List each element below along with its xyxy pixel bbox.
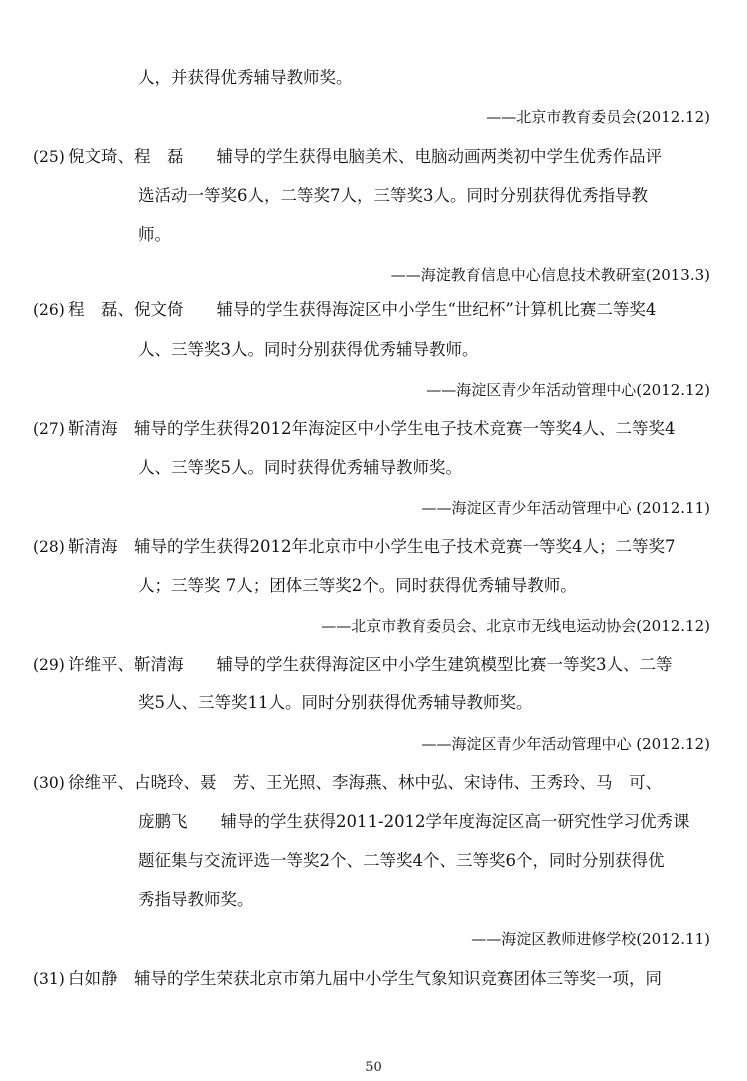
text-line: 人；三等奖 7人；团体三等奖2个。同时获得优秀辅导教师。 (138, 576, 577, 595)
source-line: ——海淀区青少年活动管理中心(2012.12) (426, 381, 710, 399)
text-line: 秀指导教师奖。 (138, 890, 254, 909)
text-line: 师。 (138, 225, 171, 244)
text-line: 人，并获得优秀辅导教师奖。 (138, 68, 353, 87)
text-line: 程 磊、倪文倚 辅导的学生获得海淀区中小学生“世纪杯”计算机比赛二等奖4 (68, 300, 657, 319)
source-line: ——海淀区教师进修学校(2012.11) (471, 930, 710, 948)
text-line: 选活动一等奖6人，二等奖7人，三等奖3人。同时分别获得优秀指导教 (138, 186, 648, 205)
item-number: (28) (33, 538, 65, 556)
item-number: (30) (33, 774, 65, 792)
text-line: 人、三等奖5人。同时获得优秀辅导教师奖。 (138, 458, 462, 477)
text-line: 庞鹏飞 辅导的学生获得2011-2012学年度海淀区高一研究性学习优秀课 (138, 812, 690, 831)
item-number: (31) (33, 970, 65, 988)
text-line: 白如静 辅导的学生荣获北京市第九届中小学生气象知识竞赛团体三等奖一项，同 (68, 969, 662, 988)
source-line: ——海淀区青少年活动管理中心 (2012.12) (421, 735, 710, 753)
text-line: 许维平、靳清海 辅导的学生获得海淀区中小学生建筑模型比赛一等奖3人、二等 (68, 655, 673, 674)
item-number: (27) (33, 420, 65, 438)
text-line: 靳清海 辅导的学生获得2012年北京市中小学生电子技术竞赛一等奖4人；二等奖7 (68, 537, 676, 556)
source-line: ——北京市教育委员会(2012.12) (486, 108, 710, 126)
source-line: ——北京市教育委员会、北京市无线电运动协会(2012.12) (321, 617, 710, 635)
source-line: ——海淀教育信息中心信息技术教研室(2013.3) (390, 266, 710, 284)
text-line: 题征集与交流评选一等奖2个、二等奖4个、三等奖6个，同时分别获得优 (138, 851, 665, 870)
text-line: 人、三等奖3人。同时分别获得优秀辅导教师。 (138, 340, 479, 359)
item-number: (25) (33, 148, 65, 166)
item-number: (26) (33, 301, 65, 319)
source-line: ——海淀区青少年活动管理中心 (2012.11) (421, 499, 710, 517)
page-number: 50 (365, 1060, 382, 1075)
text-line: 倪文琦、程 磊 辅导的学生获得电脑美术、电脑动画两类初中学生优秀作品评 (68, 147, 662, 166)
text-line: 徐维平、占晓玲、聂 芳、王光照、李海燕、林中弘、宋诗伟、王秀玲、马 可、 (68, 773, 662, 792)
text-line: 奖5人、三等奖11人。同时分别获得优秀辅导教师奖。 (138, 693, 533, 712)
text-line: 靳清海 辅导的学生获得2012年海淀区中小学生电子技术竞赛一等奖4人、二等奖4 (68, 419, 676, 438)
item-number: (29) (33, 656, 65, 674)
